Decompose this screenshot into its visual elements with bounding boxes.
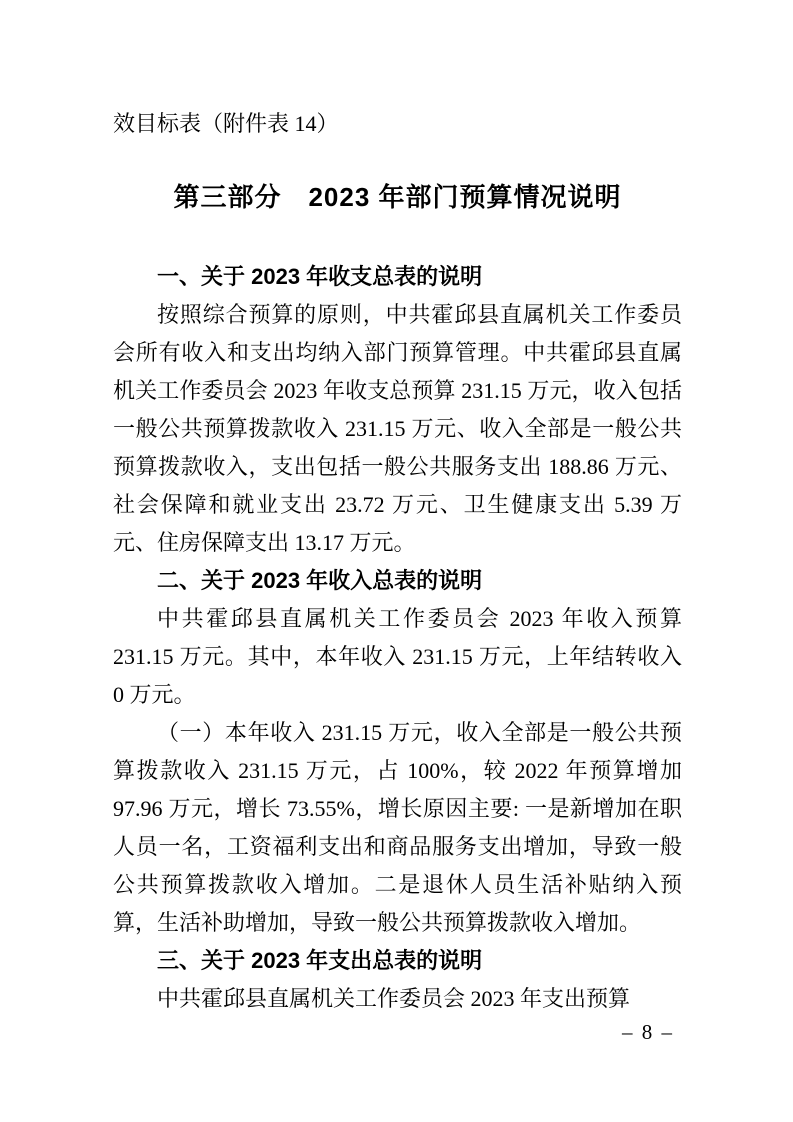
section-2-heading: 二、关于 2023 年收入总表的说明 [157,568,483,593]
section-1-heading: 一、关于 2023 年收支总表的说明 [157,264,483,289]
section-2-paragraph-1: 中共霍邱县直属机关工作委员会 2023 年收入预算 231.15 万元。其中，本年收入 231.15 万元，上年结转收入 0 万元。 [113,606,682,707]
section-1-paragraph-1: 按照综合预算的原则，中共霍邱县直属机关工作委员会所有收入和支出均纳入部门预算管理。中共霍邱县直属机关工作委员会 2023 年收支总预算 231.15 万元，收入包括一般公共预算拨款收入 231.15 万元、收入全部是一般公共预算拨款收入，支出包括一般公共服务支出 188.86 万元、社会保障和就业支出 23.72 万元、卫生健康支出 5.39 万元、住房保障支出 13.17 万元。 [113,302,682,555]
carryover-text-line: 效目标表（附件表 14） [113,111,339,136]
page-number: – 8 – [622,1020,674,1044]
section-3-paragraph-1: 中共霍邱县直属机关工作委员会 2023 年支出预算 [157,986,631,1011]
section-3-heading: 三、关于 2023 年支出总表的说明 [157,948,483,973]
document-content [113,105,682,1018]
section-2-paragraph-2: （一）本年收入 231.15 万元，收入全部是一般公共预算拨款收入 231.15 万元，占 100%，较 2022 年预算增加 97.96 万元，增长 73.55%，增长原因主要: 一是新增加在职人员一名，工资福利支出和商品服务支出增加，导致一般公共预算拨款收入增加。二是退休人员生活补贴纳入预算，生活补助增加，导致一般公共预算拨款收入增加。 [113,720,682,935]
document-title: 第三部分 2023 年部门预算情况说明 [173,182,622,212]
